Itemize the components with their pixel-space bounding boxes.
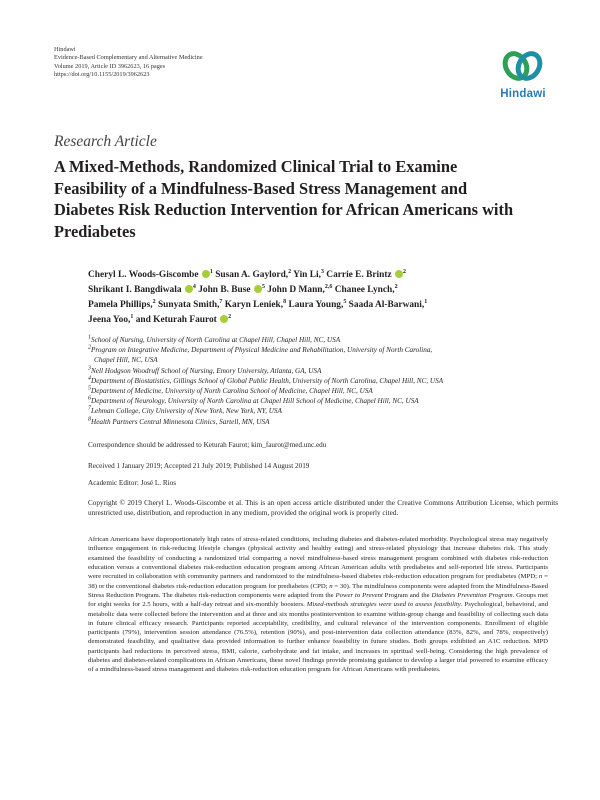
- affil-text: Chapel Hill, NC, USA: [94, 356, 158, 365]
- author-name[interactable]: Yin Li,: [293, 270, 321, 280]
- volume-info: Volume 2019, Article ID 3962623, 16 pages: [54, 62, 166, 70]
- author-line-3: [88, 298, 558, 313]
- affil-text: Nell Hodgson Woodruff School of Nursing, Emory University, Atlanta, GA, USA: [91, 366, 322, 375]
- affiliation: [88, 335, 563, 345]
- affiliation: [88, 417, 563, 427]
- abstract-text: = 30). The mindfulness components were adapted from the Mindfulness-Based Stress Reduction Program. The diabetes risk-reduction components were adapted from the: [88, 582, 548, 599]
- author-line-4: [88, 313, 558, 328]
- affil-num: 3: [88, 365, 91, 372]
- affiliation: [88, 376, 563, 386]
- affiliation: [88, 406, 563, 416]
- abstract-text: . Psychological, behavioral, and metabolic data were collected before the intervention and at three and six months postintervention to examine within-group change and feasibility of collecting such data in future clinical efficacy research. Participants reported acceptability, credibility, and cultural relevance of the intervention components. Enrollment of eligible participants (79%), intervention session attendance (76.5%), retention (90%), and post-intervention data collection attendance (83%, 82%, and 78%, respectively) demonstrated feasibility, and qualitative data provided information to further enhance feasibility in future studies. Both groups exhibited an A1C reduction. MPD participants had reductions in perceived stress, BMI, calorie, carbohydrate and fat intake, and increases in spiritual well-being. Considering the high prevalence of diabetes and diabetes-related complications in African Americans, these novel findings provide promising guidance to develop a larger trial powered to examine efficacy of a mindfulness-based stress management and diabetes risk-reduction education program for African Americans with prediabetes.: [88, 601, 548, 674]
- affil-sup: 2: [403, 268, 406, 275]
- abstract-text: . Groups met for eight weeks for 2.5 hours, with a half-day retreat and six-monthly boosters.: [88, 591, 549, 609]
- abstract: [88, 535, 548, 675]
- abstract-italic: n: [538, 573, 543, 581]
- affil-text: Program on Integrative Medicine, Department of Physical Medicine and Rehabilitation, University of North Carolina,: [91, 346, 433, 355]
- affil-text: School of Nursing, University of North Carolina at Chapel Hill, Chapel Hill, NC, USA: [91, 336, 341, 344]
- abstract-italic: Power to Prevent: [335, 591, 383, 599]
- author-name[interactable]: and Keturah Faurot: [135, 315, 217, 325]
- affil-sup: 2: [152, 298, 156, 305]
- author-name[interactable]: Chanee Lynch,: [334, 285, 395, 295]
- author-name[interactable]: Karyn Leniek,: [224, 300, 284, 310]
- affil-sup: 2: [394, 283, 398, 290]
- affil-sup: 1: [424, 298, 428, 305]
- orcid-icon[interactable]: [185, 285, 193, 293]
- affiliation-continued: [88, 355, 563, 365]
- affil-text: Department of Medicine, University of North Carolina School of Medicine, Chapel Hill, NC, USA: [91, 387, 373, 396]
- affil-sup: 1: [130, 313, 134, 320]
- publisher-name: Hindawi: [54, 46, 76, 53]
- author-name[interactable]: John D Mann,: [267, 285, 325, 295]
- affil-sup: 3: [320, 268, 324, 275]
- affil-sup: 5: [261, 283, 265, 290]
- journal-name: Evidence-Based Complementary and Alternative Medicine: [54, 54, 203, 62]
- affil-sup: 8: [283, 298, 287, 305]
- affil-num: 5: [88, 385, 91, 392]
- affiliations: [88, 335, 563, 427]
- author-name[interactable]: Susan A. Gaylord,: [215, 270, 289, 280]
- abstract-text: Program and the: [382, 591, 432, 599]
- author-name[interactable]: Sunyata Smith,: [157, 300, 220, 310]
- author-list: [88, 268, 558, 328]
- author-name[interactable]: Cheryl L. Woods-Giscombe: [88, 270, 199, 280]
- affil-text: Department of Neurology, University of North Carolina at Chapel Hill School of Medicine, Chapel Hill, NC, USA: [91, 397, 419, 406]
- affil-num: 7: [88, 406, 91, 413]
- affil-num: 4: [88, 375, 91, 382]
- affiliation: [88, 396, 563, 406]
- affil-num: 6: [88, 395, 91, 402]
- affil-text: Department of Biostatistics, Gillings School of Global Public Health, University of North Carolina, Chapel Hill, NC, USA: [91, 376, 444, 385]
- affil-sup: 7: [219, 298, 223, 305]
- abstract-italic: Mixed-methods strategies were used to assess feasibility: [306, 601, 461, 609]
- journal-header: [54, 46, 203, 80]
- affil-sup: 4: [192, 283, 196, 290]
- hindawi-logo[interactable]: [496, 48, 550, 106]
- abstract-text: African Americans have disproportionately high rates of stress-related conditions, including diabetes and diabetes-related morbidity. Psychological stress may negatively influence engagement in risk-reducing lifestyle changes (physical activity and healthy eating) and stress-related physiology that increase diabetes risk. This study examined the feasibility of conducting a randomized trial comparing a novel mindfulness-based stress management program combined with diabetes risk-reduction education versus a conventional diabetes risk-reduction education program among African American adults with prediabetes and self-reported life stress. Participants were recruited in collaboration with community partners and randomized to the mindfulness-based diabetes risk-reduction education program for prediabetes (MPD;: [88, 536, 548, 581]
- affiliation: [88, 366, 563, 376]
- article-title: A Mixed-Methods, Randomized Clinical Trial to Examine Feasibility of a Mindfulness-Based Stress Management and Diabetes Risk Reduction Intervention for African Americans with Prediabetes: [54, 157, 514, 241]
- article-type: Research Article: [54, 133, 157, 150]
- orcid-icon[interactable]: [202, 270, 210, 278]
- author-name[interactable]: Carrie E. Brintz: [326, 270, 392, 280]
- abstract-italic: Diabetes Prevention Program: [431, 591, 513, 599]
- affil-num: 8: [88, 416, 91, 423]
- affiliation: [88, 345, 563, 355]
- affil-sup: 1: [209, 268, 213, 275]
- author-name[interactable]: Jeena Yoo,: [88, 315, 131, 325]
- correspondence: Correspondence should be addressed to Keturah Faurot; kim_faurot@med.unc.edu: [88, 441, 327, 449]
- affil-sup: 2: [288, 268, 292, 275]
- author-name[interactable]: Laura Young,: [288, 300, 344, 310]
- affil-num: 2: [88, 344, 91, 351]
- author-line-2: [88, 283, 558, 298]
- affil-sup: 5: [343, 298, 347, 305]
- abstract-italic: n: [329, 582, 333, 590]
- author-name[interactable]: Saada Al-Barwani,: [348, 300, 425, 310]
- doi-link[interactable]: https://doi.org/10.1155/2019/3962623: [54, 71, 150, 79]
- abstract-text: = 38) or the conventional diabetes risk-reduction education program for prediabetes (CPD;: [88, 573, 548, 590]
- academic-editor: Academic Editor: José L. Rios: [88, 479, 177, 487]
- affil-text: Lehman College, City University of New York, New York, NY, USA: [91, 407, 282, 416]
- publication-dates: Received 1 January 2019; Accepted 21 July 2019; Published 14 August 2019: [88, 462, 310, 470]
- hindawi-logo-icon: [496, 48, 550, 88]
- orcid-icon[interactable]: [220, 315, 228, 323]
- author-name[interactable]: Pamela Phillips,: [88, 300, 153, 310]
- author-name[interactable]: Shrikant I. Bangdiwala: [88, 285, 182, 295]
- orcid-icon[interactable]: [254, 285, 262, 293]
- copyright-notice: Copyright © 2019 Cheryl L. Woods-Giscombe et al. This is an open access article distributed under the Creative Commons Attribution License, which permits unrestricted use, distribution, and reproduction in any medium, provided the original work is properly cited.: [88, 499, 558, 518]
- author-line-1: [88, 268, 558, 283]
- affil-num: 1: [88, 334, 91, 341]
- affiliation: [88, 386, 563, 396]
- logo-wordmark: Hindawi: [500, 88, 546, 100]
- author-name[interactable]: John B. Buse: [198, 285, 251, 295]
- orcid-icon[interactable]: [395, 270, 403, 278]
- affil-sup: 2: [228, 313, 232, 320]
- affil-sup: 2,6: [324, 283, 333, 290]
- affil-text: Health Partners Central Minnesota Clinics, Sartell, MN, USA: [91, 417, 270, 426]
